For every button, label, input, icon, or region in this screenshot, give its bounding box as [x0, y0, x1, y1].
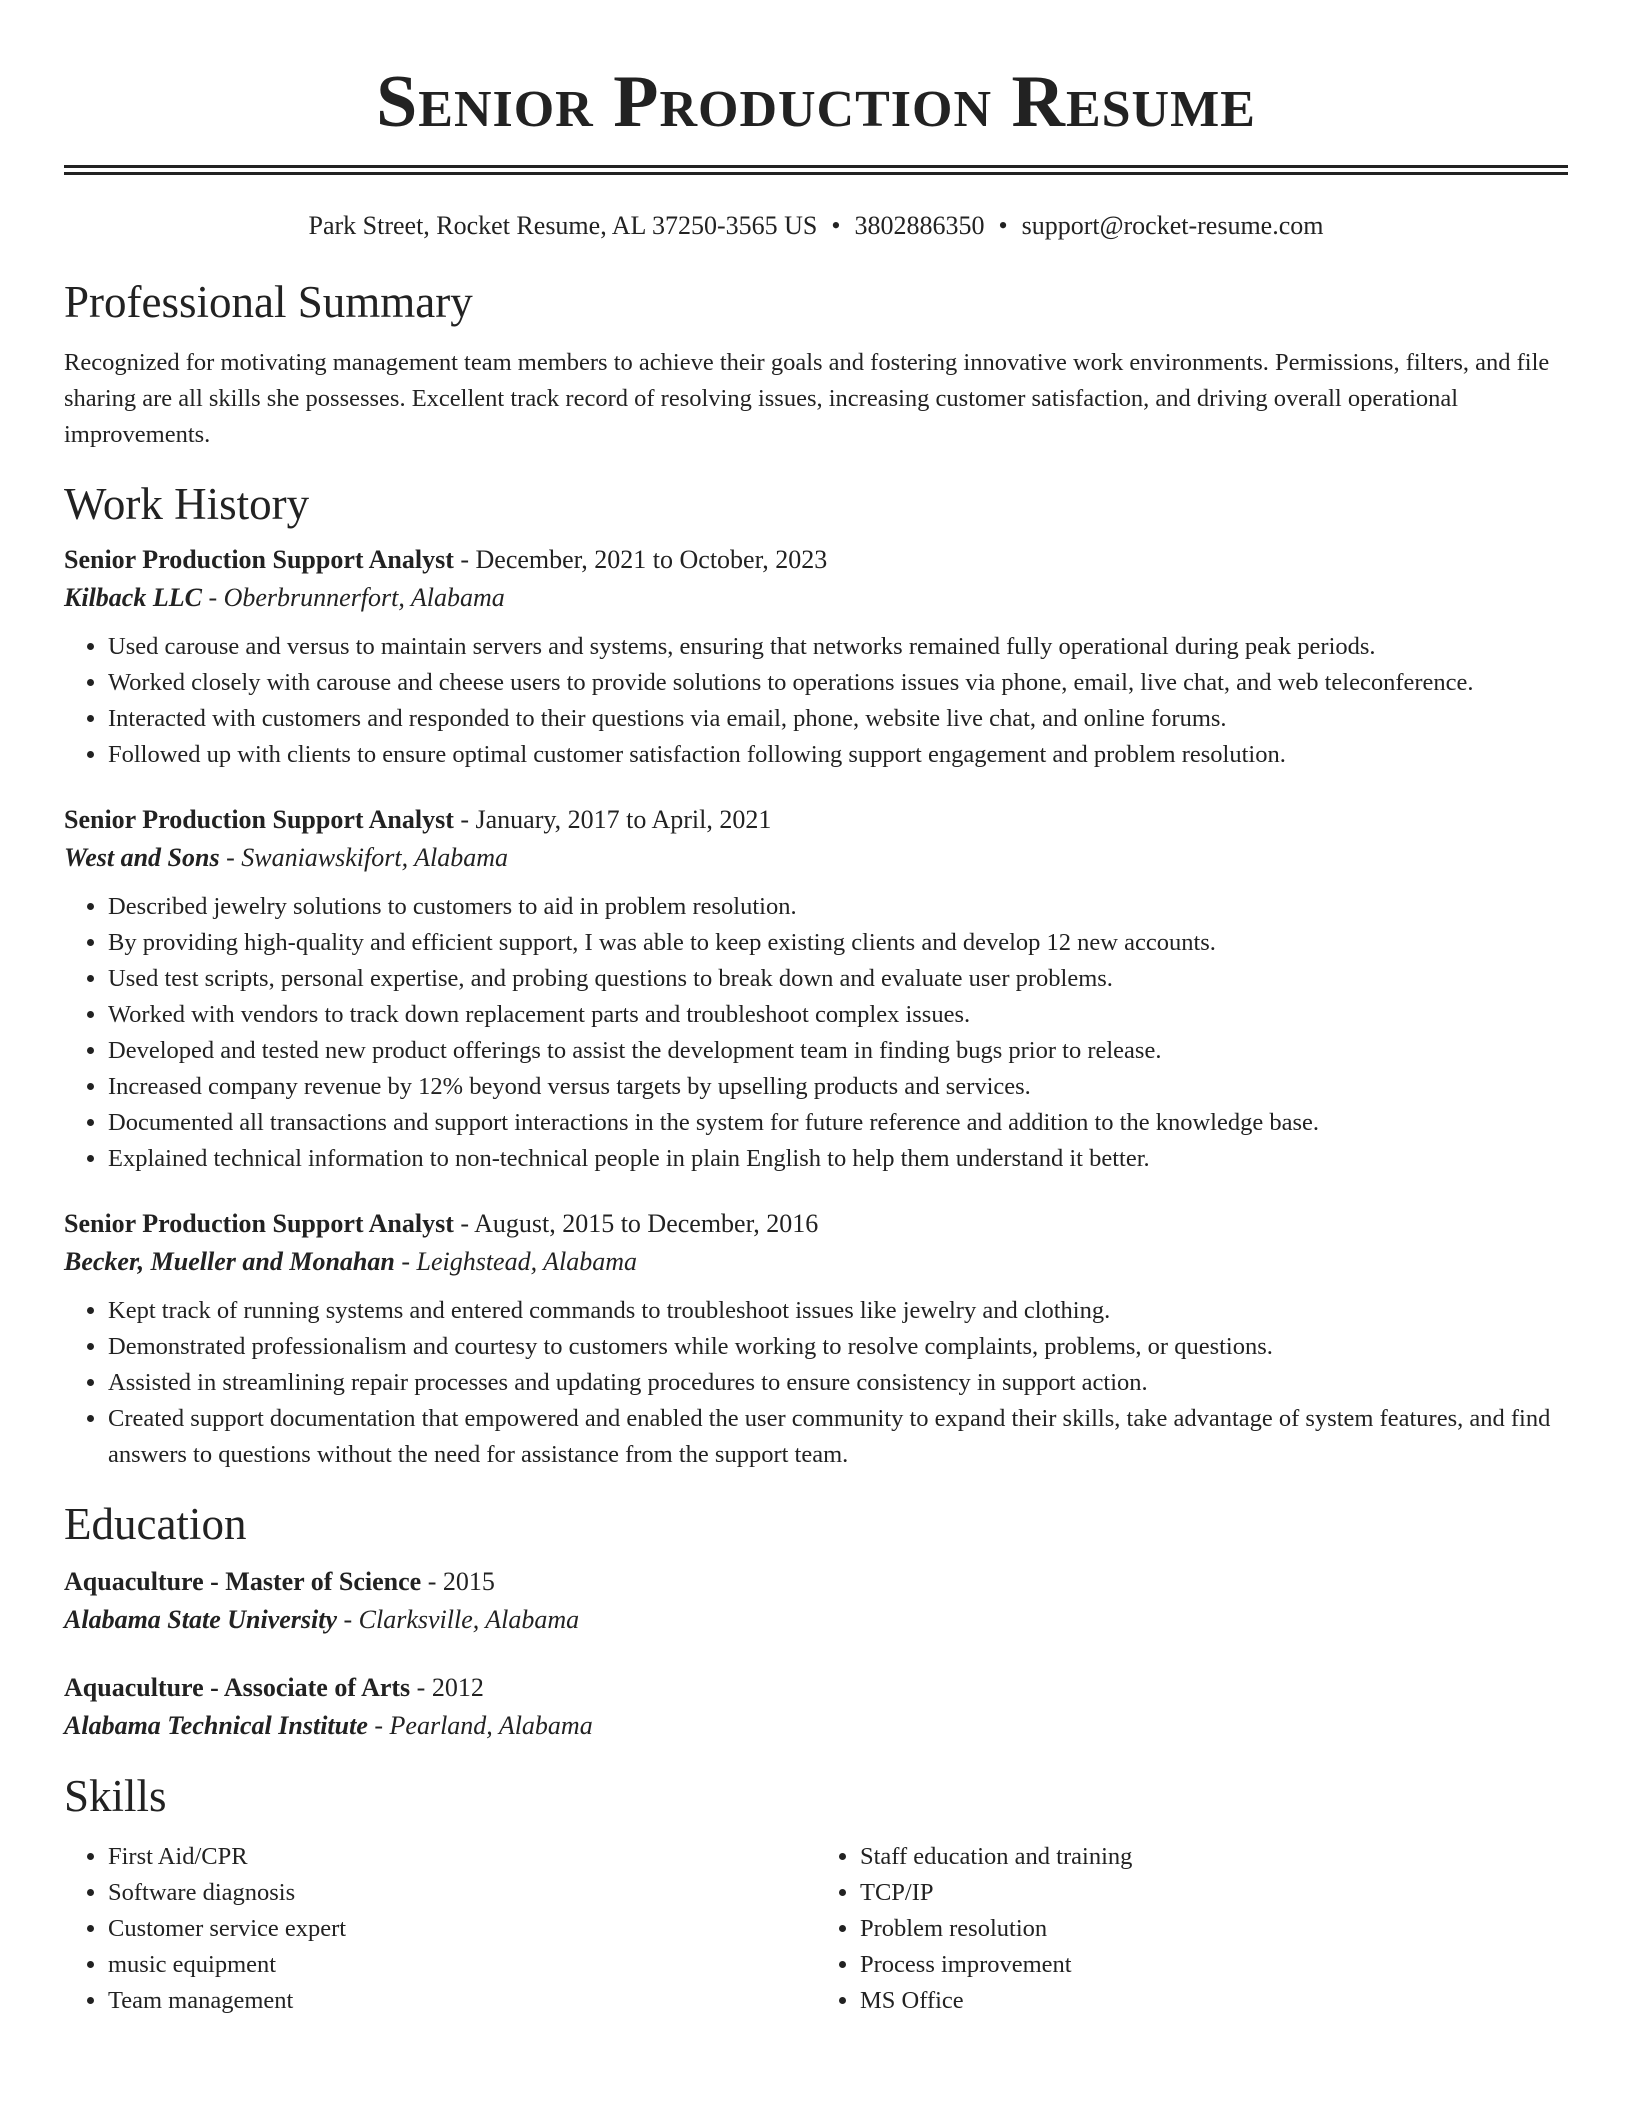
education-school-line	[64, 1601, 1568, 1639]
skill-item: • Process improvement	[860, 1947, 1568, 1983]
job-bullet: • Increased company revenue by 12% beyond versus targets by upselling products and services.	[108, 1069, 1568, 1105]
job-bullet: • Described jewelry solutions to customers to aid in problem resolution.	[108, 889, 1568, 925]
job-location: - Oberbrunnerfort, Alabama	[201, 583, 505, 612]
skill-item: • TCP/IP	[860, 1875, 1568, 1911]
education-location: - Pearland, Alabama	[367, 1711, 593, 1740]
contact-address: Park Street, Rocket Resume, AL 37250-3565 US	[308, 211, 818, 240]
job-company: Becker, Mueller and Monahan	[64, 1247, 395, 1276]
education-degree: Aquaculture - Master of Science	[64, 1567, 422, 1596]
job-bullets	[64, 629, 1568, 773]
job-bullet: • Assisted in streamlining repair processes and updating procedures to ensure consistency in support action.	[108, 1365, 1568, 1401]
job-bullet: • Worked with vendors to track down replacement parts and troubleshoot complex issues.	[108, 997, 1568, 1033]
skills-columns	[64, 1839, 1568, 2019]
contact-email: support@rocket-resume.com	[1021, 211, 1324, 240]
job-dates: - January, 2017 to April, 2021	[453, 805, 772, 834]
job-bullet: • Used test scripts, personal expertise, and probing questions to break down and evaluate user problems.	[108, 961, 1568, 997]
job-title: Senior Production Support Analyst	[64, 1209, 454, 1238]
education-header	[64, 1563, 1568, 1601]
skills-heading: Skills	[64, 1771, 167, 1821]
job-company: Kilback LLC	[64, 583, 202, 612]
job-company-line	[64, 839, 1568, 877]
job-title: Senior Production Support Analyst	[64, 805, 454, 834]
education-school: Alabama State University	[64, 1605, 337, 1634]
education-school: Alabama Technical Institute	[64, 1711, 368, 1740]
resume-title: Senior Production Resume	[376, 61, 1256, 143]
job-company: West and Sons	[64, 843, 220, 872]
job-location: - Swaniawskifort, Alabama	[219, 843, 509, 872]
job-bullets	[64, 1293, 1568, 1473]
skill-item: • Staff education and training	[860, 1839, 1568, 1875]
job-header	[64, 1205, 1568, 1243]
contact-phone: 3802886350	[854, 211, 985, 240]
job-company-line	[64, 1243, 1568, 1281]
job-bullet: • Followed up with clients to ensure optimal customer satisfaction following support engagement and problem resolution.	[108, 737, 1568, 773]
job-entry	[64, 541, 1568, 773]
job-dates: - August, 2015 to December, 2016	[453, 1209, 819, 1238]
job-title: Senior Production Support Analyst	[64, 545, 454, 574]
work-history-heading: Work History	[64, 479, 310, 529]
job-entry	[64, 1205, 1568, 1473]
summary-heading: Professional Summary	[64, 277, 473, 327]
title-double-rule	[64, 165, 1568, 175]
skill-item: • First Aid/CPR	[108, 1839, 816, 1875]
skill-item: • Customer service expert	[108, 1911, 816, 1947]
education-school-line	[64, 1707, 1568, 1745]
job-bullet: • Demonstrated professionalism and courtesy to customers while working to resolve complaints, problems, or questions.	[108, 1329, 1568, 1365]
job-header	[64, 801, 1568, 839]
skills-left-column	[64, 1839, 816, 2019]
education-year: - 2012	[410, 1673, 484, 1702]
contact-line	[64, 209, 1568, 243]
skill-item: • Problem resolution	[860, 1911, 1568, 1947]
education-header	[64, 1669, 1568, 1707]
job-header	[64, 541, 1568, 579]
contact-separator: •	[831, 211, 841, 240]
skills-right-column	[816, 1839, 1568, 2019]
job-bullets	[64, 889, 1568, 1177]
job-bullet: • Used carouse and versus to maintain servers and systems, ensuring that networks remained fully operational during peak periods.	[108, 629, 1568, 665]
job-entry	[64, 801, 1568, 1177]
education-entry	[64, 1669, 1568, 1745]
skill-item: • Team management	[108, 1983, 816, 2019]
job-location: - Leighstead, Alabama	[394, 1247, 638, 1276]
contact-separator: •	[998, 211, 1008, 240]
job-bullet: • Interacted with customers and responded to their questions via email, phone, website live chat, and online forums.	[108, 701, 1568, 737]
job-bullet: • Documented all transactions and support interactions in the system for future reference and addition to the knowledge base.	[108, 1105, 1568, 1141]
skill-item: • MS Office	[860, 1983, 1568, 2019]
job-company-line	[64, 579, 1568, 617]
summary-text: Recognized for motivating management team members to achieve their goals and fostering innovative work environments. Permissions, filters, and file sharing are all skills she possesses. Excellent track record of resolving issues, increasing customer satisfaction, and driving overall operational improvements.	[64, 349, 1550, 448]
job-bullet: • Developed and tested new product offerings to assist the development team in finding bugs prior to release.	[108, 1033, 1568, 1069]
job-bullet: • Explained technical information to non-technical people in plain English to help them understand it better.	[108, 1141, 1568, 1177]
job-dates: - December, 2021 to October, 2023	[453, 545, 828, 574]
education-year: - 2015	[421, 1567, 495, 1596]
job-bullet: • Created support documentation that empowered and enabled the user community to expand their skills, take advantage of system features, and find answers to questions without the need for assistance from the support team.	[108, 1401, 1568, 1473]
education-heading: Education	[64, 1499, 247, 1549]
skill-item: • music equipment	[108, 1947, 816, 1983]
education-entry	[64, 1563, 1568, 1639]
job-bullet: • Kept track of running systems and entered commands to troubleshoot issues like jewelry and clothing.	[108, 1293, 1568, 1329]
job-bullet: • By providing high-quality and efficient support, I was able to keep existing clients and develop 12 new accounts.	[108, 925, 1568, 961]
skill-item: • Software diagnosis	[108, 1875, 816, 1911]
education-degree: Aquaculture - Associate of Arts	[64, 1673, 411, 1702]
education-location: - Clarksville, Alabama	[337, 1605, 580, 1634]
job-bullet: • Worked closely with carouse and cheese users to provide solutions to operations issues via phone, email, live chat, and web teleconference.	[108, 665, 1568, 701]
